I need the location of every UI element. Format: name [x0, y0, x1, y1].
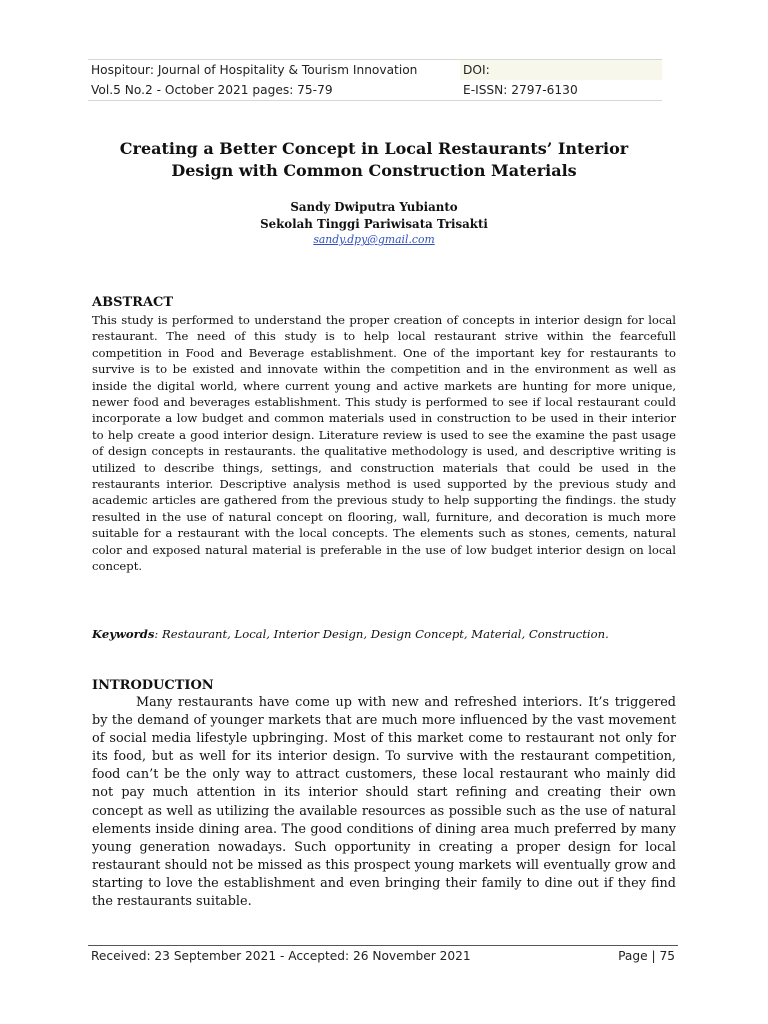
eissn-info: E-ISSN: 2797-6130	[460, 80, 662, 101]
author-affiliation: Sekolah Tinggi Pariwisata Trisakti	[260, 217, 488, 231]
journal-header	[88, 59, 662, 101]
page-footer	[88, 945, 678, 963]
keywords-text: : Restaurant, Local, Interior Design, Design Concept, Material, Construction.	[154, 627, 609, 641]
paper-title: Creating a Better Concept in Local Restaurants’ Interior Design with Common Construction Materials	[119, 139, 629, 180]
doi-label: DOI:	[460, 60, 662, 81]
introduction-heading: INTRODUCTION	[92, 678, 214, 693]
abstract-heading: ABSTRACT	[92, 295, 174, 310]
keywords-line	[92, 626, 676, 642]
page-number: Page | 75	[618, 949, 675, 963]
volume-info: Vol.5 No.2 - October 2021 pages: 75-79	[88, 80, 460, 101]
received-accepted-dates: Received: 23 September 2021 - Accepted: 26 November 2021	[91, 949, 471, 963]
abstract-text: This study is performed to understand the proper creation of concepts in interior design for local restaurant. The need of this study is to help local restaurant strive within the fearcefull competition in Food and Beverage establishment. One of the important key for restaurants to survive is to be existed and innovate within the competition and in the environment as well as inside the digital world, where current young and active markets are hunting for more unique, newer food and beverages establishment. This study is performed to see if local restaurant could incorporate a low budget and common materials used in construction to be used in their interior to help create a good interior design. Literature review is used to see the examine the past usage of design concepts in restaurants. the qualitative methodology is used, and descriptive writing is utilized to describe things, settings, and construction materials that could be used in the restaurants interior. Descriptive analysis method is used supported by the previous study and academic articles are gathered from the previous study to help supporting the findings. the study resulted in the use of natural concept on flooring, wall, furniture, and decoration is much more suitable for a restaurant with the local concepts. The elements such as stones, cements, natural color and exposed natural material is preferable in the use of low budget interior design on local concept.	[92, 313, 676, 574]
author-email-link[interactable]: sandy.dpy@gmail.com	[313, 233, 435, 246]
keywords-label: Keywords	[92, 627, 155, 641]
journal-name: Hospitour: Journal of Hospitality & Tourism Innovation	[88, 60, 460, 81]
author-name: Sandy Dwiputra Yubianto	[290, 200, 458, 214]
introduction-text: Many restaurants have come up with new and refreshed interiors. It’s triggered by the demand of younger markets that are much more influenced by the vast movement of social media lifestyle upbringing. Most of this market come to restaurant not only for its food, but as well for its interior design. To survive with the restaurant competition, food can’t be the only way to attract customers, these local restaurant who mainly did not pay much attention in its interior should start refining and creating their own concept as well as utilizing the available resources as possible such as the use of natural elements inside dining area. The good conditions of dining area much preferred by many young generation nowadays. Such opportunity in creating a proper design for local restaurant should not be missed as this prospect young markets will eventually grow and starting to love the establishment and even bringing their family to dine out if they find the restaurants suitable.	[92, 695, 676, 910]
